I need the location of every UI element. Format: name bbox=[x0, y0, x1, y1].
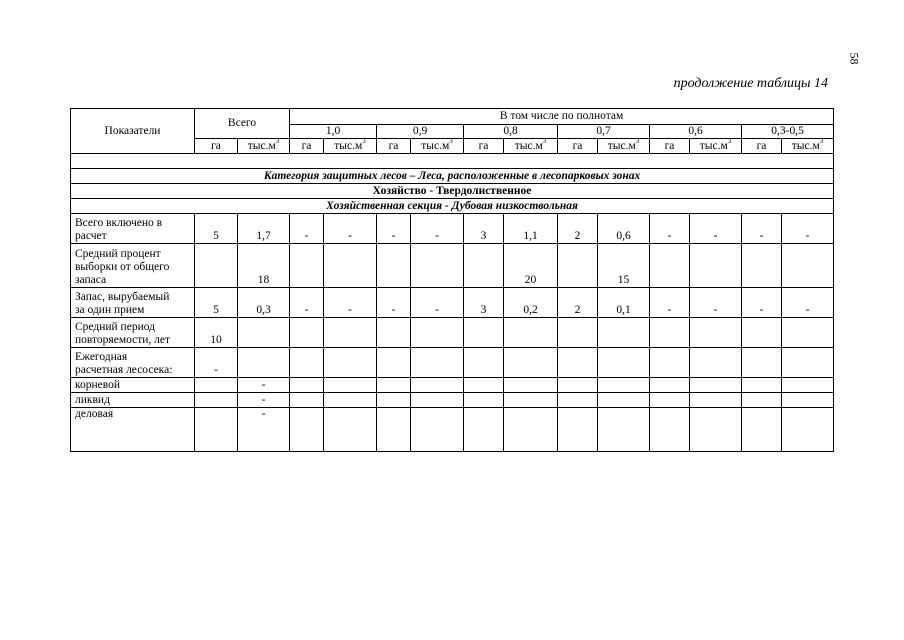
table-cell: 3 bbox=[464, 214, 504, 244]
table-cell bbox=[238, 348, 290, 378]
table-row bbox=[71, 318, 834, 348]
table-cell: - bbox=[195, 348, 238, 378]
table-cell bbox=[195, 408, 238, 452]
table-cell bbox=[464, 318, 504, 348]
table-cell bbox=[324, 408, 377, 452]
table-cell: - bbox=[782, 288, 834, 318]
table-cell bbox=[742, 393, 782, 408]
unit-volume: $тыс.м^3$ bbox=[690, 139, 742, 154]
table-cell bbox=[650, 244, 690, 288]
table-cell bbox=[464, 378, 504, 393]
table-cell: 3 bbox=[464, 288, 504, 318]
table-cell: - bbox=[690, 288, 742, 318]
unit-ha: га bbox=[195, 139, 238, 154]
row-label: Ежегодная расчетная лесосека: bbox=[71, 348, 195, 378]
table-cell bbox=[464, 408, 504, 452]
table-cell bbox=[324, 393, 377, 408]
table-cell bbox=[411, 244, 464, 288]
table-cell bbox=[377, 244, 411, 288]
table-continuation-caption: продолжение таблицы 14 bbox=[673, 76, 828, 91]
table-cell bbox=[690, 378, 742, 393]
table-cell bbox=[377, 393, 411, 408]
table-cell bbox=[195, 393, 238, 408]
table-cell bbox=[782, 408, 834, 452]
table-cell: 2 bbox=[558, 214, 598, 244]
row-label: деловая bbox=[71, 408, 195, 452]
table-cell: 0,2 bbox=[504, 288, 558, 318]
table-cell bbox=[690, 393, 742, 408]
table-cell bbox=[504, 393, 558, 408]
unit-volume: $тыс.м^3$ bbox=[782, 139, 834, 154]
table-row bbox=[71, 214, 834, 244]
unit-ha: га bbox=[377, 139, 411, 154]
table-cell bbox=[598, 378, 650, 393]
density-header: 0,7 bbox=[558, 125, 650, 139]
table-cell bbox=[290, 244, 324, 288]
table-cell bbox=[650, 348, 690, 378]
table-cell bbox=[650, 378, 690, 393]
table-row bbox=[71, 408, 834, 452]
table-cell bbox=[742, 318, 782, 348]
table-cell bbox=[598, 393, 650, 408]
table-row bbox=[71, 378, 834, 393]
table-cell: 20 bbox=[504, 244, 558, 288]
table-cell bbox=[782, 348, 834, 378]
empty-row bbox=[71, 154, 834, 169]
row-label: Средний процент выборки от общего запаса bbox=[71, 244, 195, 288]
table-cell bbox=[377, 348, 411, 378]
table-cell bbox=[238, 318, 290, 348]
table-cell: - bbox=[290, 214, 324, 244]
table-cell: - bbox=[742, 288, 782, 318]
by-density-header: В том числе по полнотам bbox=[290, 109, 834, 125]
table-cell bbox=[742, 378, 782, 393]
table-cell: - bbox=[690, 214, 742, 244]
table-cell: 2 bbox=[558, 288, 598, 318]
table-cell bbox=[504, 348, 558, 378]
table-cell bbox=[290, 378, 324, 393]
table-cell: - bbox=[238, 408, 290, 452]
table-cell bbox=[558, 348, 598, 378]
page-number: 58 bbox=[847, 52, 862, 65]
table-cell bbox=[598, 348, 650, 378]
unit-volume: $тыс.м^3$ bbox=[411, 139, 464, 154]
table-cell: - bbox=[290, 288, 324, 318]
table-cell bbox=[411, 348, 464, 378]
table-cell bbox=[377, 408, 411, 452]
table-cell bbox=[690, 348, 742, 378]
row-label: ликвид bbox=[71, 393, 195, 408]
table-cell: - bbox=[324, 288, 377, 318]
table-cell bbox=[290, 348, 324, 378]
table-cell bbox=[195, 378, 238, 393]
table-cell: - bbox=[411, 214, 464, 244]
table-cell: - bbox=[650, 288, 690, 318]
table-row bbox=[71, 393, 834, 408]
table-cell bbox=[742, 348, 782, 378]
row-label: Всего включено в расчет bbox=[71, 214, 195, 244]
table-cell bbox=[558, 244, 598, 288]
density-header: 0,8 bbox=[464, 125, 558, 139]
table-row bbox=[71, 244, 834, 288]
table-cell bbox=[504, 408, 558, 452]
table-row bbox=[71, 288, 834, 318]
table-cell bbox=[690, 318, 742, 348]
table-cell: 1,1 bbox=[504, 214, 558, 244]
table-cell: - bbox=[411, 288, 464, 318]
category-title: Категория защитных лесов – Леса, расположенные в лесопарковых зонах bbox=[71, 169, 834, 184]
table-cell bbox=[411, 393, 464, 408]
unit-ha: га bbox=[558, 139, 598, 154]
table-cell: - bbox=[324, 214, 377, 244]
unit-volume: $тыс.м^3$ bbox=[598, 139, 650, 154]
table-cell bbox=[690, 408, 742, 452]
table-cell bbox=[464, 348, 504, 378]
table-cell: - bbox=[377, 214, 411, 244]
table-cell bbox=[558, 393, 598, 408]
table-cell bbox=[324, 244, 377, 288]
density-header: 0,3-0,5 bbox=[742, 125, 834, 139]
table-cell: 5 bbox=[195, 288, 238, 318]
table-cell: 18 bbox=[238, 244, 290, 288]
table-cell bbox=[742, 408, 782, 452]
row-label: корневой bbox=[71, 378, 195, 393]
table-cell bbox=[742, 244, 782, 288]
table-cell bbox=[290, 393, 324, 408]
row-label: Средний период повторяемости, лет bbox=[71, 318, 195, 348]
table-cell bbox=[324, 318, 377, 348]
table-cell bbox=[782, 318, 834, 348]
total-header: Всего bbox=[195, 109, 290, 139]
table-cell bbox=[464, 244, 504, 288]
table-cell: 0,6 bbox=[598, 214, 650, 244]
table-cell bbox=[650, 318, 690, 348]
unit-ha: га bbox=[650, 139, 690, 154]
table-cell bbox=[650, 408, 690, 452]
table-cell: 0,3 bbox=[238, 288, 290, 318]
table-cell bbox=[782, 378, 834, 393]
table-cell bbox=[690, 244, 742, 288]
table-cell bbox=[324, 348, 377, 378]
table-cell bbox=[558, 378, 598, 393]
table-cell bbox=[290, 408, 324, 452]
table-cell: 1,7 bbox=[238, 214, 290, 244]
table-cell: 0,1 bbox=[598, 288, 650, 318]
table-cell bbox=[504, 318, 558, 348]
unit-ha: га bbox=[464, 139, 504, 154]
unit-ha: га bbox=[290, 139, 324, 154]
farm-section-title: Хозяйственная секция - Дубовая низкоствольная bbox=[71, 199, 834, 214]
farm-title: Хозяйство - Твердолиственное bbox=[71, 184, 834, 199]
table-cell: 5 bbox=[195, 214, 238, 244]
table-cell bbox=[782, 393, 834, 408]
unit-ha: га bbox=[742, 139, 782, 154]
unit-volume: $тыс.м^3$ bbox=[504, 139, 558, 154]
table-cell bbox=[504, 378, 558, 393]
table-cell bbox=[411, 318, 464, 348]
table-row bbox=[71, 348, 834, 378]
table-cell bbox=[377, 318, 411, 348]
density-header: 1,0 bbox=[290, 125, 377, 139]
table-cell bbox=[598, 318, 650, 348]
row-label: Запас, вырубаемый за один прием bbox=[71, 288, 195, 318]
table-cell bbox=[411, 408, 464, 452]
indicators-header: Показатели bbox=[71, 109, 195, 154]
unit-volume: $тыс.м^3$ bbox=[238, 139, 290, 154]
table-cell: - bbox=[238, 378, 290, 393]
table-cell: - bbox=[782, 214, 834, 244]
table-cell bbox=[290, 318, 324, 348]
density-header: 0,9 bbox=[377, 125, 464, 139]
table-cell bbox=[650, 393, 690, 408]
table-cell: - bbox=[377, 288, 411, 318]
table-cell bbox=[324, 378, 377, 393]
table-cell: 10 bbox=[195, 318, 238, 348]
table-cell bbox=[411, 378, 464, 393]
forest-harvest-table bbox=[70, 108, 834, 452]
table-cell bbox=[195, 244, 238, 288]
table-cell bbox=[377, 378, 411, 393]
table-cell: - bbox=[238, 393, 290, 408]
table-cell: 15 bbox=[598, 244, 650, 288]
table-cell bbox=[558, 318, 598, 348]
density-header: 0,6 bbox=[650, 125, 742, 139]
table-cell bbox=[558, 408, 598, 452]
table-cell bbox=[464, 393, 504, 408]
table-cell: - bbox=[742, 214, 782, 244]
unit-volume: $тыс.м^3$ bbox=[324, 139, 377, 154]
table-cell: - bbox=[650, 214, 690, 244]
table-cell bbox=[598, 408, 650, 452]
table-cell bbox=[782, 244, 834, 288]
